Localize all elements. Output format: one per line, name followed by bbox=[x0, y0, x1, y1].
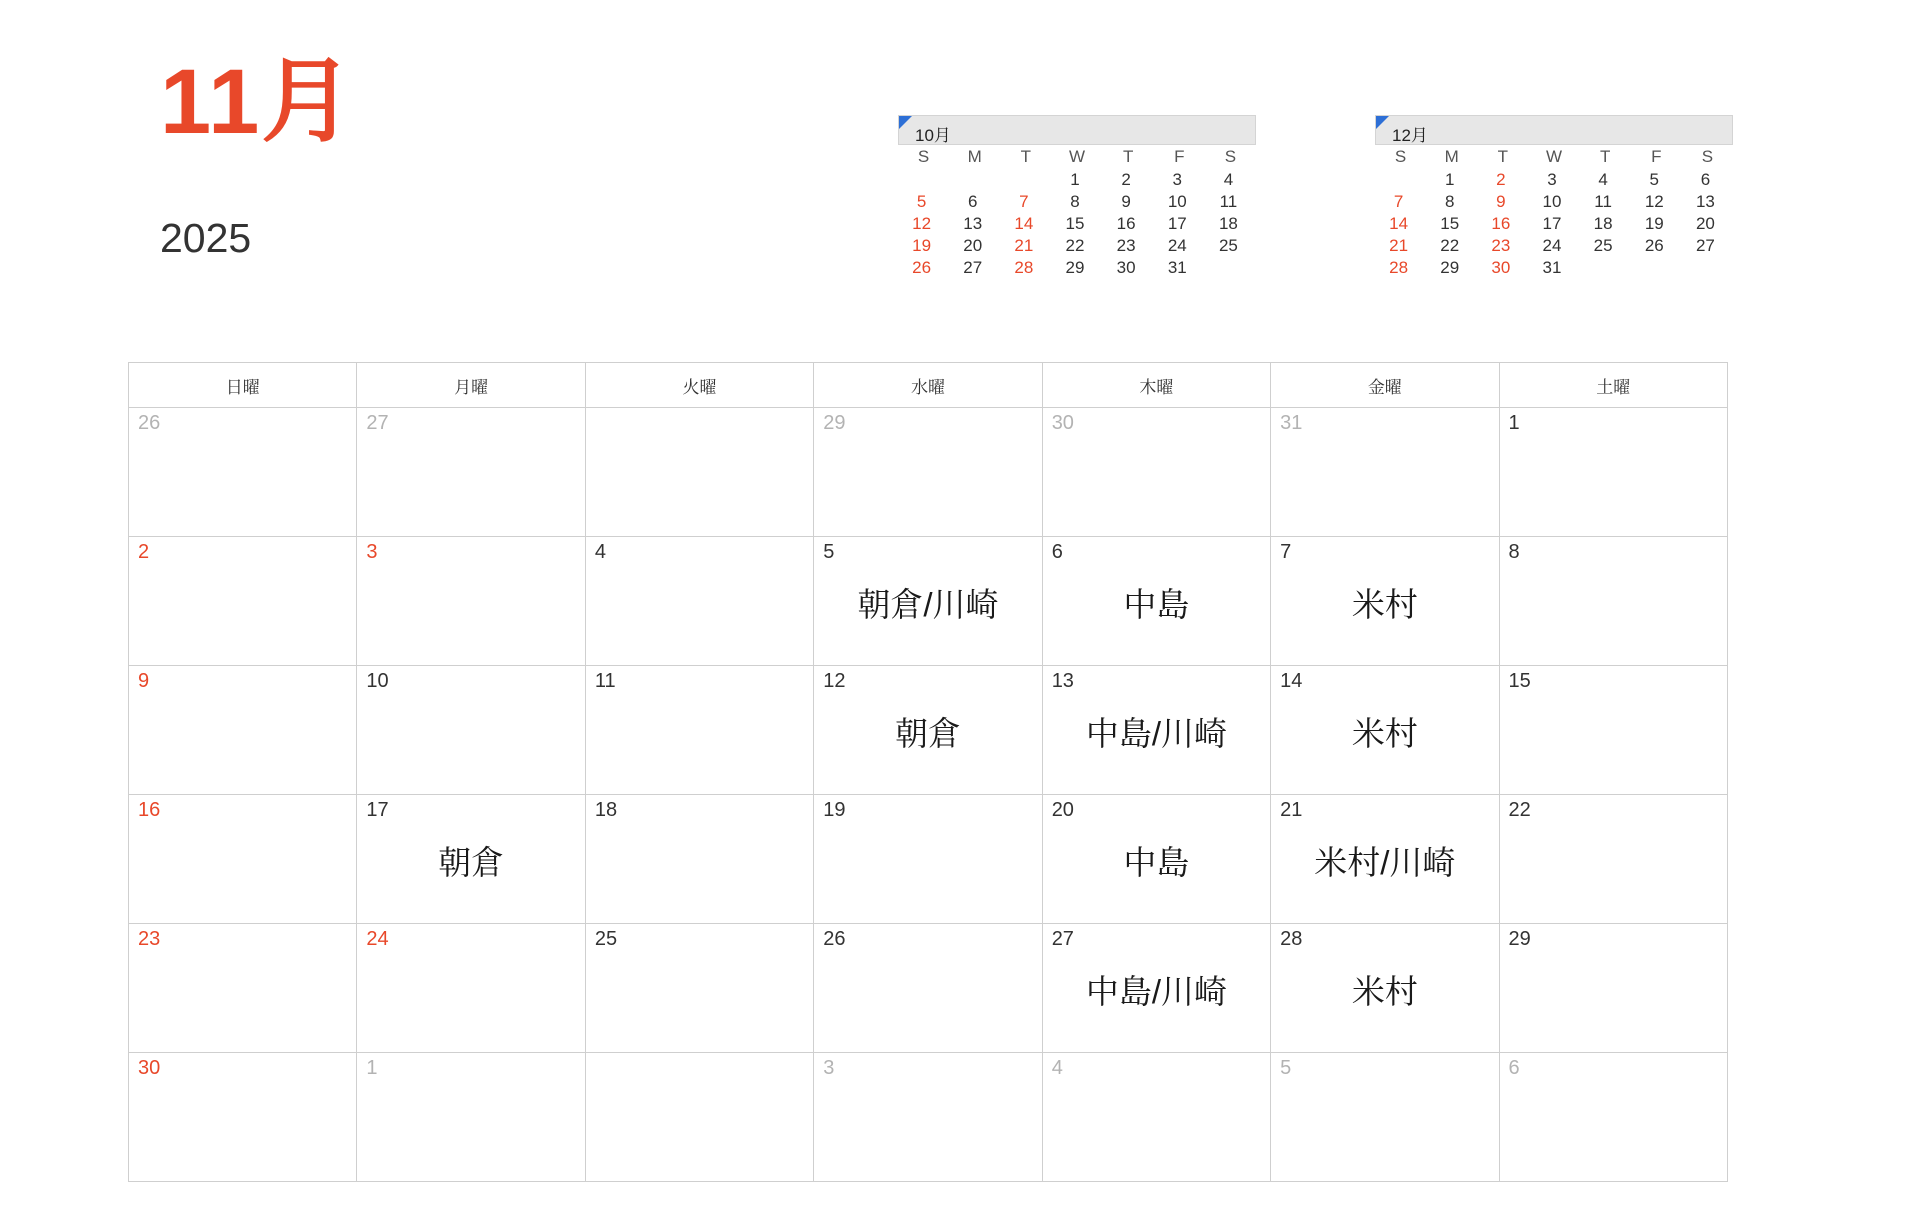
corner-flag-icon bbox=[1376, 116, 1389, 129]
mini-day-cell: 5 bbox=[916, 192, 927, 211]
calendar-dow-header-3: 水曜 bbox=[814, 363, 1042, 408]
mini-day-cell: 5 bbox=[1649, 170, 1659, 189]
mini-week-row bbox=[898, 235, 1256, 257]
calendar-day-cell[interactable] bbox=[1499, 537, 1727, 666]
calendar-day-cell[interactable] bbox=[1499, 1053, 1727, 1182]
mini-dow-header: M bbox=[1444, 147, 1459, 166]
calendar-week-row bbox=[129, 1053, 1728, 1182]
day-number: 16 bbox=[138, 799, 161, 821]
calendar-day-cell[interactable] bbox=[357, 924, 585, 1053]
day-number: 30 bbox=[138, 1057, 161, 1079]
calendar-day-cell[interactable] bbox=[1042, 408, 1270, 537]
mini-day-cell: 11 bbox=[1594, 192, 1612, 211]
day-number: 23 bbox=[138, 928, 161, 950]
mini-dow-header: W bbox=[1068, 147, 1086, 166]
main-calendar bbox=[128, 362, 1728, 1182]
mini-day-cell: 28 bbox=[1389, 258, 1409, 277]
mini-day-cell bbox=[1631, 257, 1682, 279]
calendar-day-cell[interactable] bbox=[1042, 795, 1270, 924]
mini-day-cell: 31 bbox=[1542, 258, 1562, 277]
mini-day-cell: 10 bbox=[1542, 192, 1562, 211]
day-number: 6 bbox=[1508, 1057, 1520, 1079]
mini-day-cell: 12 bbox=[1644, 192, 1664, 211]
calendar-day-cell[interactable] bbox=[1271, 795, 1499, 924]
day-event-label[interactable]: 朝倉 bbox=[438, 844, 505, 881]
day-event-label[interactable]: 朝倉/川崎 bbox=[857, 586, 999, 623]
mini-day-cell: 13 bbox=[1695, 192, 1715, 211]
mini-week-row bbox=[898, 169, 1256, 191]
day-number: 5 bbox=[823, 541, 835, 563]
mini-day-cell: 30 bbox=[1116, 258, 1136, 277]
mini-day-cell: 12 bbox=[912, 214, 932, 233]
mini-day-cell: 19 bbox=[912, 236, 932, 255]
mini-day-cell: 14 bbox=[1389, 214, 1409, 233]
mini-day-cell: 3 bbox=[1547, 170, 1557, 189]
mini-day-cell: 14 bbox=[1014, 214, 1034, 233]
calendar-dow-header-1: 月曜 bbox=[357, 363, 585, 408]
calendar-day-cell[interactable] bbox=[129, 924, 357, 1053]
mini-day-cell: 20 bbox=[1695, 214, 1715, 233]
mini-day-cell: 31 bbox=[1167, 258, 1187, 277]
mini-day-cell: 8 bbox=[1070, 192, 1080, 211]
mini-calendar-prev-title: 10月 bbox=[915, 126, 951, 145]
corner-flag-icon bbox=[899, 116, 912, 129]
mini-day-cell: 11 bbox=[1219, 192, 1238, 211]
mini-day-cell: 2 bbox=[1121, 170, 1131, 189]
calendar-dow-header-4: 木曜 bbox=[1042, 363, 1270, 408]
day-number: 15 bbox=[1508, 670, 1531, 692]
mini-day-cell: 6 bbox=[1700, 170, 1711, 189]
mini-day-cell: 15 bbox=[1440, 214, 1460, 233]
mini-day-cell: 9 bbox=[1496, 192, 1506, 211]
day-number: 27 bbox=[366, 412, 389, 434]
day-number: 11 bbox=[594, 670, 616, 692]
day-event-label[interactable]: 中島/川崎 bbox=[1085, 973, 1227, 1010]
day-number: 20 bbox=[1051, 799, 1074, 821]
calendar-day-cell[interactable] bbox=[129, 795, 357, 924]
mini-day-cell: 28 bbox=[1014, 258, 1034, 277]
mini-day-cell: 26 bbox=[912, 258, 932, 277]
day-number: 27 bbox=[1051, 928, 1074, 950]
mini-day-cell: 27 bbox=[963, 258, 983, 277]
calendar-day-cell[interactable] bbox=[1499, 924, 1727, 1053]
calendar-week-row bbox=[129, 537, 1728, 666]
day-number: 12 bbox=[823, 670, 846, 692]
calendar-day-cell[interactable] bbox=[585, 1053, 813, 1182]
mini-calendar-prev-month bbox=[898, 115, 1256, 279]
calendar-day-cell[interactable] bbox=[1042, 666, 1270, 795]
calendar-day-cell[interactable] bbox=[814, 666, 1042, 795]
mini-week-row bbox=[898, 191, 1256, 213]
day-number: 5 bbox=[1280, 1057, 1292, 1079]
day-number: 24 bbox=[366, 928, 389, 950]
mini-day-cell: 8 bbox=[1444, 192, 1455, 211]
calendar-day-cell[interactable] bbox=[1271, 537, 1499, 666]
mini-day-cell: 23 bbox=[1491, 236, 1511, 255]
mini-week-row bbox=[1375, 191, 1733, 213]
mini-day-cell: 15 bbox=[1065, 214, 1085, 233]
calendar-day-cell[interactable] bbox=[1271, 666, 1499, 795]
calendar-day-cell[interactable] bbox=[585, 924, 813, 1053]
calendar-week-row bbox=[129, 408, 1728, 537]
calendar-day-cell[interactable] bbox=[814, 924, 1042, 1053]
calendar-day-cell[interactable] bbox=[585, 537, 813, 666]
mini-day-cell bbox=[1682, 257, 1733, 279]
calendar-day-cell[interactable] bbox=[357, 1053, 585, 1182]
day-number: 30 bbox=[1051, 412, 1074, 434]
mini-calendar-prev-grid bbox=[898, 146, 1256, 279]
mini-day-cell: 20 bbox=[963, 236, 983, 255]
mini-day-cell bbox=[1375, 169, 1426, 191]
calendar-dow-header-6: 土曜 bbox=[1499, 363, 1727, 408]
day-number: 4 bbox=[1051, 1057, 1063, 1079]
mini-day-cell bbox=[1580, 257, 1631, 279]
mini-day-cell: 24 bbox=[1542, 236, 1562, 255]
calendar-day-cell[interactable] bbox=[129, 1053, 357, 1182]
mini-calendar-next-grid bbox=[1375, 146, 1733, 279]
day-event-label[interactable]: 中島/川崎 bbox=[1085, 715, 1227, 752]
page-title: 11月 bbox=[160, 51, 356, 153]
calendar-day-cell[interactable] bbox=[814, 795, 1042, 924]
mini-week-row bbox=[898, 257, 1256, 279]
day-number: 7 bbox=[1280, 541, 1292, 563]
mini-day-cell: 27 bbox=[1695, 236, 1715, 255]
day-event-label[interactable]: 中島 bbox=[1123, 844, 1190, 881]
calendar-header bbox=[0, 0, 1920, 340]
calendar-grid bbox=[128, 362, 1728, 1182]
mini-day-cell: 24 bbox=[1167, 236, 1187, 255]
mini-day-cell: 18 bbox=[1593, 214, 1613, 233]
mini-dow-header: T bbox=[1599, 147, 1611, 166]
mini-calendar-next-month bbox=[1375, 115, 1733, 279]
day-number: 26 bbox=[138, 412, 161, 434]
day-number: 3 bbox=[823, 1057, 835, 1079]
mini-dow-header: T bbox=[1122, 147, 1134, 166]
mini-dow-header: T bbox=[1020, 147, 1032, 166]
mini-day-cell: 7 bbox=[1393, 192, 1404, 211]
mini-week-row bbox=[1375, 169, 1733, 191]
calendar-day-cell[interactable] bbox=[1499, 408, 1727, 537]
day-number: 8 bbox=[1508, 541, 1520, 563]
mini-dow-header: F bbox=[1651, 147, 1662, 166]
mini-calendar-prev-header bbox=[898, 115, 1256, 145]
day-number: 10 bbox=[366, 670, 389, 692]
mini-day-cell: 26 bbox=[1644, 236, 1664, 255]
day-number: 13 bbox=[1051, 670, 1074, 692]
calendar-day-cell[interactable] bbox=[585, 795, 813, 924]
mini-dow-header: F bbox=[1174, 147, 1185, 166]
calendar-week-row bbox=[129, 795, 1728, 924]
day-number: 22 bbox=[1508, 799, 1531, 821]
calendar-header-row bbox=[129, 363, 1728, 408]
mini-day-cell: 22 bbox=[1065, 236, 1085, 255]
mini-day-cell: 29 bbox=[1440, 258, 1460, 277]
mini-day-cell: 1 bbox=[1444, 170, 1455, 189]
day-number: 4 bbox=[594, 541, 606, 563]
calendar-day-cell[interactable] bbox=[1499, 666, 1727, 795]
mini-dow-header: S bbox=[1394, 147, 1407, 166]
mini-day-cell: 25 bbox=[1593, 236, 1613, 255]
calendar-day-cell[interactable] bbox=[1042, 537, 1270, 666]
day-number: 17 bbox=[366, 799, 389, 821]
mini-day-cell: 29 bbox=[1065, 258, 1085, 277]
mini-day-cell: 17 bbox=[1167, 214, 1187, 233]
day-number: 6 bbox=[1051, 541, 1063, 563]
day-number: 25 bbox=[594, 928, 618, 950]
day-number: 31 bbox=[1280, 412, 1303, 434]
day-event-label[interactable]: 米村/川崎 bbox=[1314, 844, 1456, 881]
calendar-day-cell[interactable] bbox=[585, 408, 813, 537]
calendar-dow-header-5: 金曜 bbox=[1271, 363, 1499, 408]
mini-day-cell: 23 bbox=[1116, 236, 1136, 255]
calendar-day-cell[interactable] bbox=[129, 537, 357, 666]
mini-day-cell: 3 bbox=[1172, 170, 1182, 189]
day-number: 1 bbox=[1508, 412, 1520, 434]
calendar-dow-header-0: 日曜 bbox=[129, 363, 357, 408]
calendar-day-cell[interactable] bbox=[1042, 924, 1270, 1053]
day-number: 28 bbox=[1280, 928, 1303, 950]
calendar-day-cell[interactable] bbox=[1042, 1053, 1270, 1182]
calendar-day-cell[interactable] bbox=[1499, 795, 1727, 924]
mini-day-cell: 21 bbox=[1389, 236, 1409, 255]
mini-day-cell: 21 bbox=[1014, 236, 1034, 255]
day-event-label[interactable]: 中島 bbox=[1123, 586, 1190, 623]
day-number: 29 bbox=[1508, 928, 1531, 950]
day-event-label[interactable]: 米村 bbox=[1351, 586, 1418, 623]
mini-day-cell: 4 bbox=[1598, 170, 1608, 189]
mini-day-cell: 4 bbox=[1223, 170, 1234, 189]
day-number: 9 bbox=[138, 670, 150, 692]
mini-day-cell: 1 bbox=[1070, 170, 1080, 189]
calendar-day-cell[interactable] bbox=[357, 537, 585, 666]
mini-week-row bbox=[1375, 235, 1733, 257]
mini-dow-header: S bbox=[917, 147, 930, 166]
calendar-day-cell[interactable] bbox=[1271, 408, 1499, 537]
calendar-day-cell[interactable] bbox=[357, 795, 585, 924]
day-event-label[interactable]: 朝倉 bbox=[894, 715, 961, 752]
mini-day-cell: 16 bbox=[1491, 214, 1511, 233]
mini-dow-header: W bbox=[1545, 147, 1563, 166]
mini-day-cell bbox=[1205, 257, 1256, 279]
mini-day-cell: 22 bbox=[1440, 236, 1460, 255]
mini-day-cell bbox=[949, 169, 1000, 191]
mini-calendar-next-header bbox=[1375, 115, 1733, 145]
calendar-day-cell[interactable] bbox=[814, 1053, 1042, 1182]
day-event-label[interactable]: 米村 bbox=[1351, 715, 1418, 752]
day-number: 18 bbox=[594, 799, 618, 821]
year-label: 2025 bbox=[160, 215, 252, 261]
calendar-day-cell[interactable] bbox=[357, 408, 585, 537]
day-number: 21 bbox=[1280, 799, 1303, 821]
mini-day-cell: 9 bbox=[1121, 192, 1131, 211]
day-number: 14 bbox=[1280, 670, 1303, 692]
mini-calendar-next-title: 12月 bbox=[1392, 126, 1428, 145]
calendar-day-cell[interactable] bbox=[129, 666, 357, 795]
mini-day-cell: 6 bbox=[967, 192, 978, 211]
mini-week-row bbox=[1375, 213, 1733, 235]
day-event-label[interactable]: 米村 bbox=[1351, 973, 1418, 1010]
mini-day-cell: 18 bbox=[1218, 214, 1238, 233]
calendar-day-cell[interactable] bbox=[1271, 1053, 1499, 1182]
calendar-day-cell[interactable] bbox=[814, 408, 1042, 537]
calendar-day-cell[interactable] bbox=[129, 408, 357, 537]
calendar-day-cell[interactable] bbox=[814, 537, 1042, 666]
day-number: 19 bbox=[823, 799, 846, 821]
day-number: 3 bbox=[366, 541, 378, 563]
mini-dow-header: S bbox=[1701, 147, 1714, 166]
calendar-day-cell[interactable] bbox=[357, 666, 585, 795]
mini-day-cell: 13 bbox=[963, 214, 983, 233]
mini-day-cell: 10 bbox=[1167, 192, 1187, 211]
mini-day-cell: 2 bbox=[1496, 170, 1506, 189]
mini-day-cell: 19 bbox=[1644, 214, 1664, 233]
mini-day-cell: 16 bbox=[1116, 214, 1136, 233]
mini-day-cell bbox=[898, 169, 949, 191]
mini-day-cell: 17 bbox=[1542, 214, 1562, 233]
mini-day-cell: 7 bbox=[1019, 192, 1029, 211]
mini-dow-header: S bbox=[1224, 147, 1237, 166]
calendar-week-row bbox=[129, 666, 1728, 795]
mini-day-cell: 25 bbox=[1218, 236, 1238, 255]
mini-week-row bbox=[898, 213, 1256, 235]
day-number: 2 bbox=[138, 541, 150, 563]
mini-dow-header: T bbox=[1497, 147, 1509, 166]
mini-day-cell: 30 bbox=[1491, 258, 1511, 277]
calendar-day-cell[interactable] bbox=[1271, 924, 1499, 1053]
day-number: 26 bbox=[823, 928, 846, 950]
day-number: 29 bbox=[823, 412, 846, 434]
calendar-week-row bbox=[129, 924, 1728, 1053]
day-number: 1 bbox=[366, 1057, 378, 1079]
mini-dow-header: M bbox=[967, 147, 982, 166]
calendar-dow-header-2: 火曜 bbox=[585, 363, 813, 408]
mini-week-row bbox=[1375, 257, 1733, 279]
mini-day-cell bbox=[1000, 169, 1051, 191]
calendar-day-cell[interactable] bbox=[585, 666, 813, 795]
